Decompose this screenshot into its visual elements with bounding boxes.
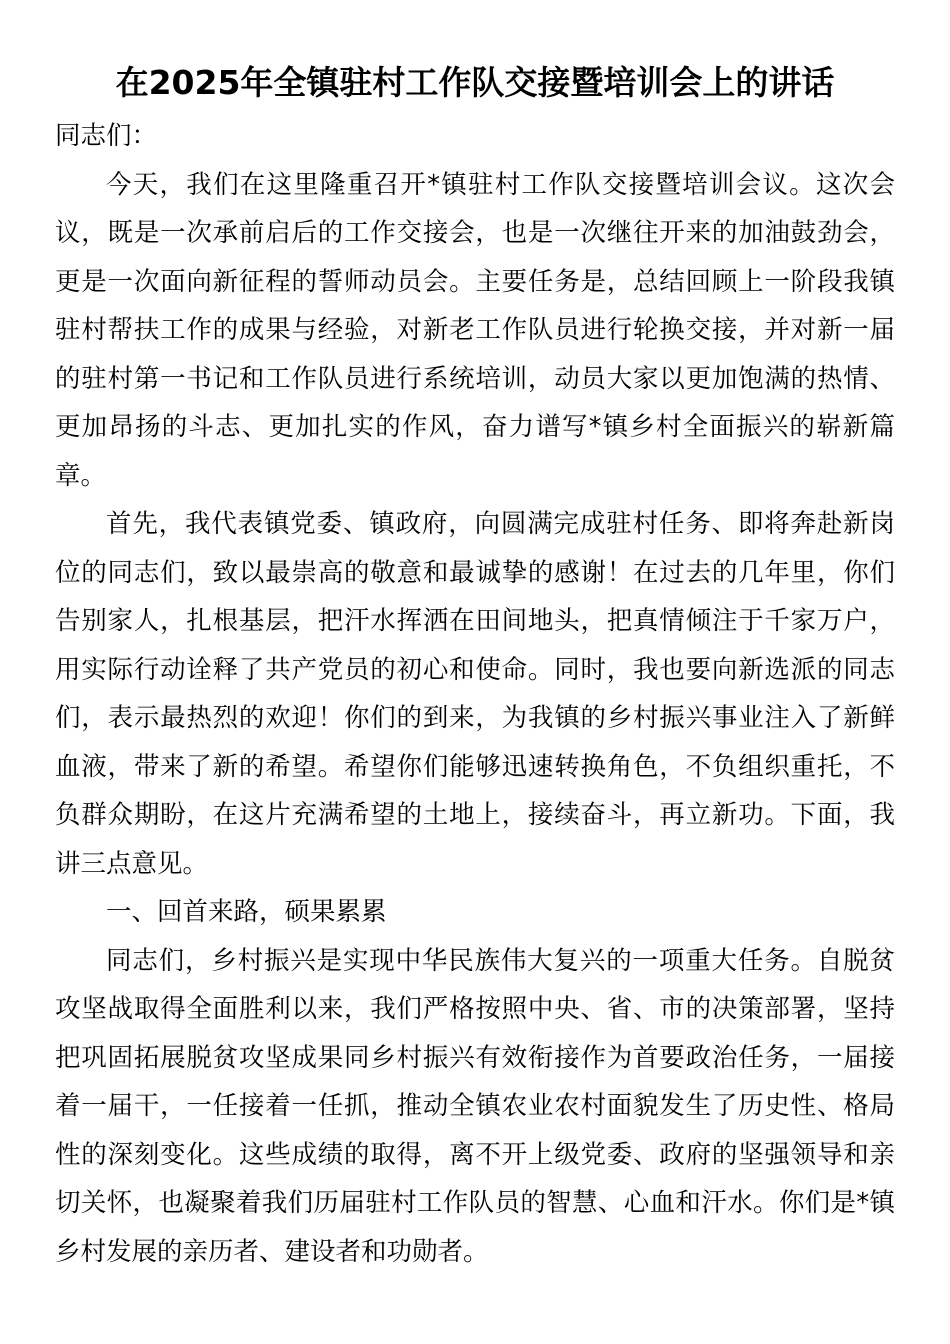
- body-paragraph-1: 今天，我们在这里隆重召开*镇驻村工作队交接暨培训会议。这次会议，既是一次承前启后的工作交接会，也是一次继往开来的加油鼓劲会，更是一次面向新征程的誓师动员会。主要任务是，总结回顾上一阶段我镇驻村帮扶工作的成果与经验，对新老工作队员进行轮换交接，并对新一届的驻村第一书记和工作队员进行系统培训，动员大家以更加饱满的热情、更加昂扬的斗志、更加扎实的作风，奋力谱写*镇乡村全面振兴的崭新篇章。: [55, 169, 895, 491]
- salutation: 同志们：: [55, 121, 158, 151]
- section-1-paragraph-1: 同志们，乡村振兴是实现中华民族伟大复兴的一项重大任务。自脱贫攻坚战取得全面胜利以来，我们严格按照中央、省、市的决策部署，坚持把巩固拓展脱贫攻坚成果同乡村振兴有效衔接作为首要政治任务，一届接着一届干，一任接着一任抓，推动全镇农业农村面貌发生了历史性、格局性的深刻变化。这些成绩的取得，离不开上级党委、政府的坚强领导和亲切关怀，也凝聚着我们历届驻村工作队员的智慧、心血和汗水。你们是*镇乡村发展的亲历者、建设者和功勋者。: [55, 945, 895, 1267]
- body-paragraph-2: 首先，我代表镇党委、镇政府，向圆满完成驻村任务、即将奔赴新岗位的同志们，致以最崇高的敬意和最诚挚的感谢！在过去的几年里，你们告别家人，扎根基层，把汗水挥洒在田间地头，把真情倾注于千家万户，用实际行动诠释了共产党员的初心和使命。同时，我也要向新选派的同志们，表示最热烈的欢迎！你们的到来，为我镇的乡村振兴事业注入了新鲜血液，带来了新的希望。希望你们能够迅速转换角色，不负组织重托，不负群众期盼，在这片充满希望的土地上，接续奋斗，再立新功。下面，我讲三点意见。: [55, 509, 895, 879]
- document-title: 在2025年全镇驻村工作队交接暨培训会上的讲话: [115, 63, 835, 102]
- section-heading-1: 一、回首来路，硕果累累: [106, 897, 387, 927]
